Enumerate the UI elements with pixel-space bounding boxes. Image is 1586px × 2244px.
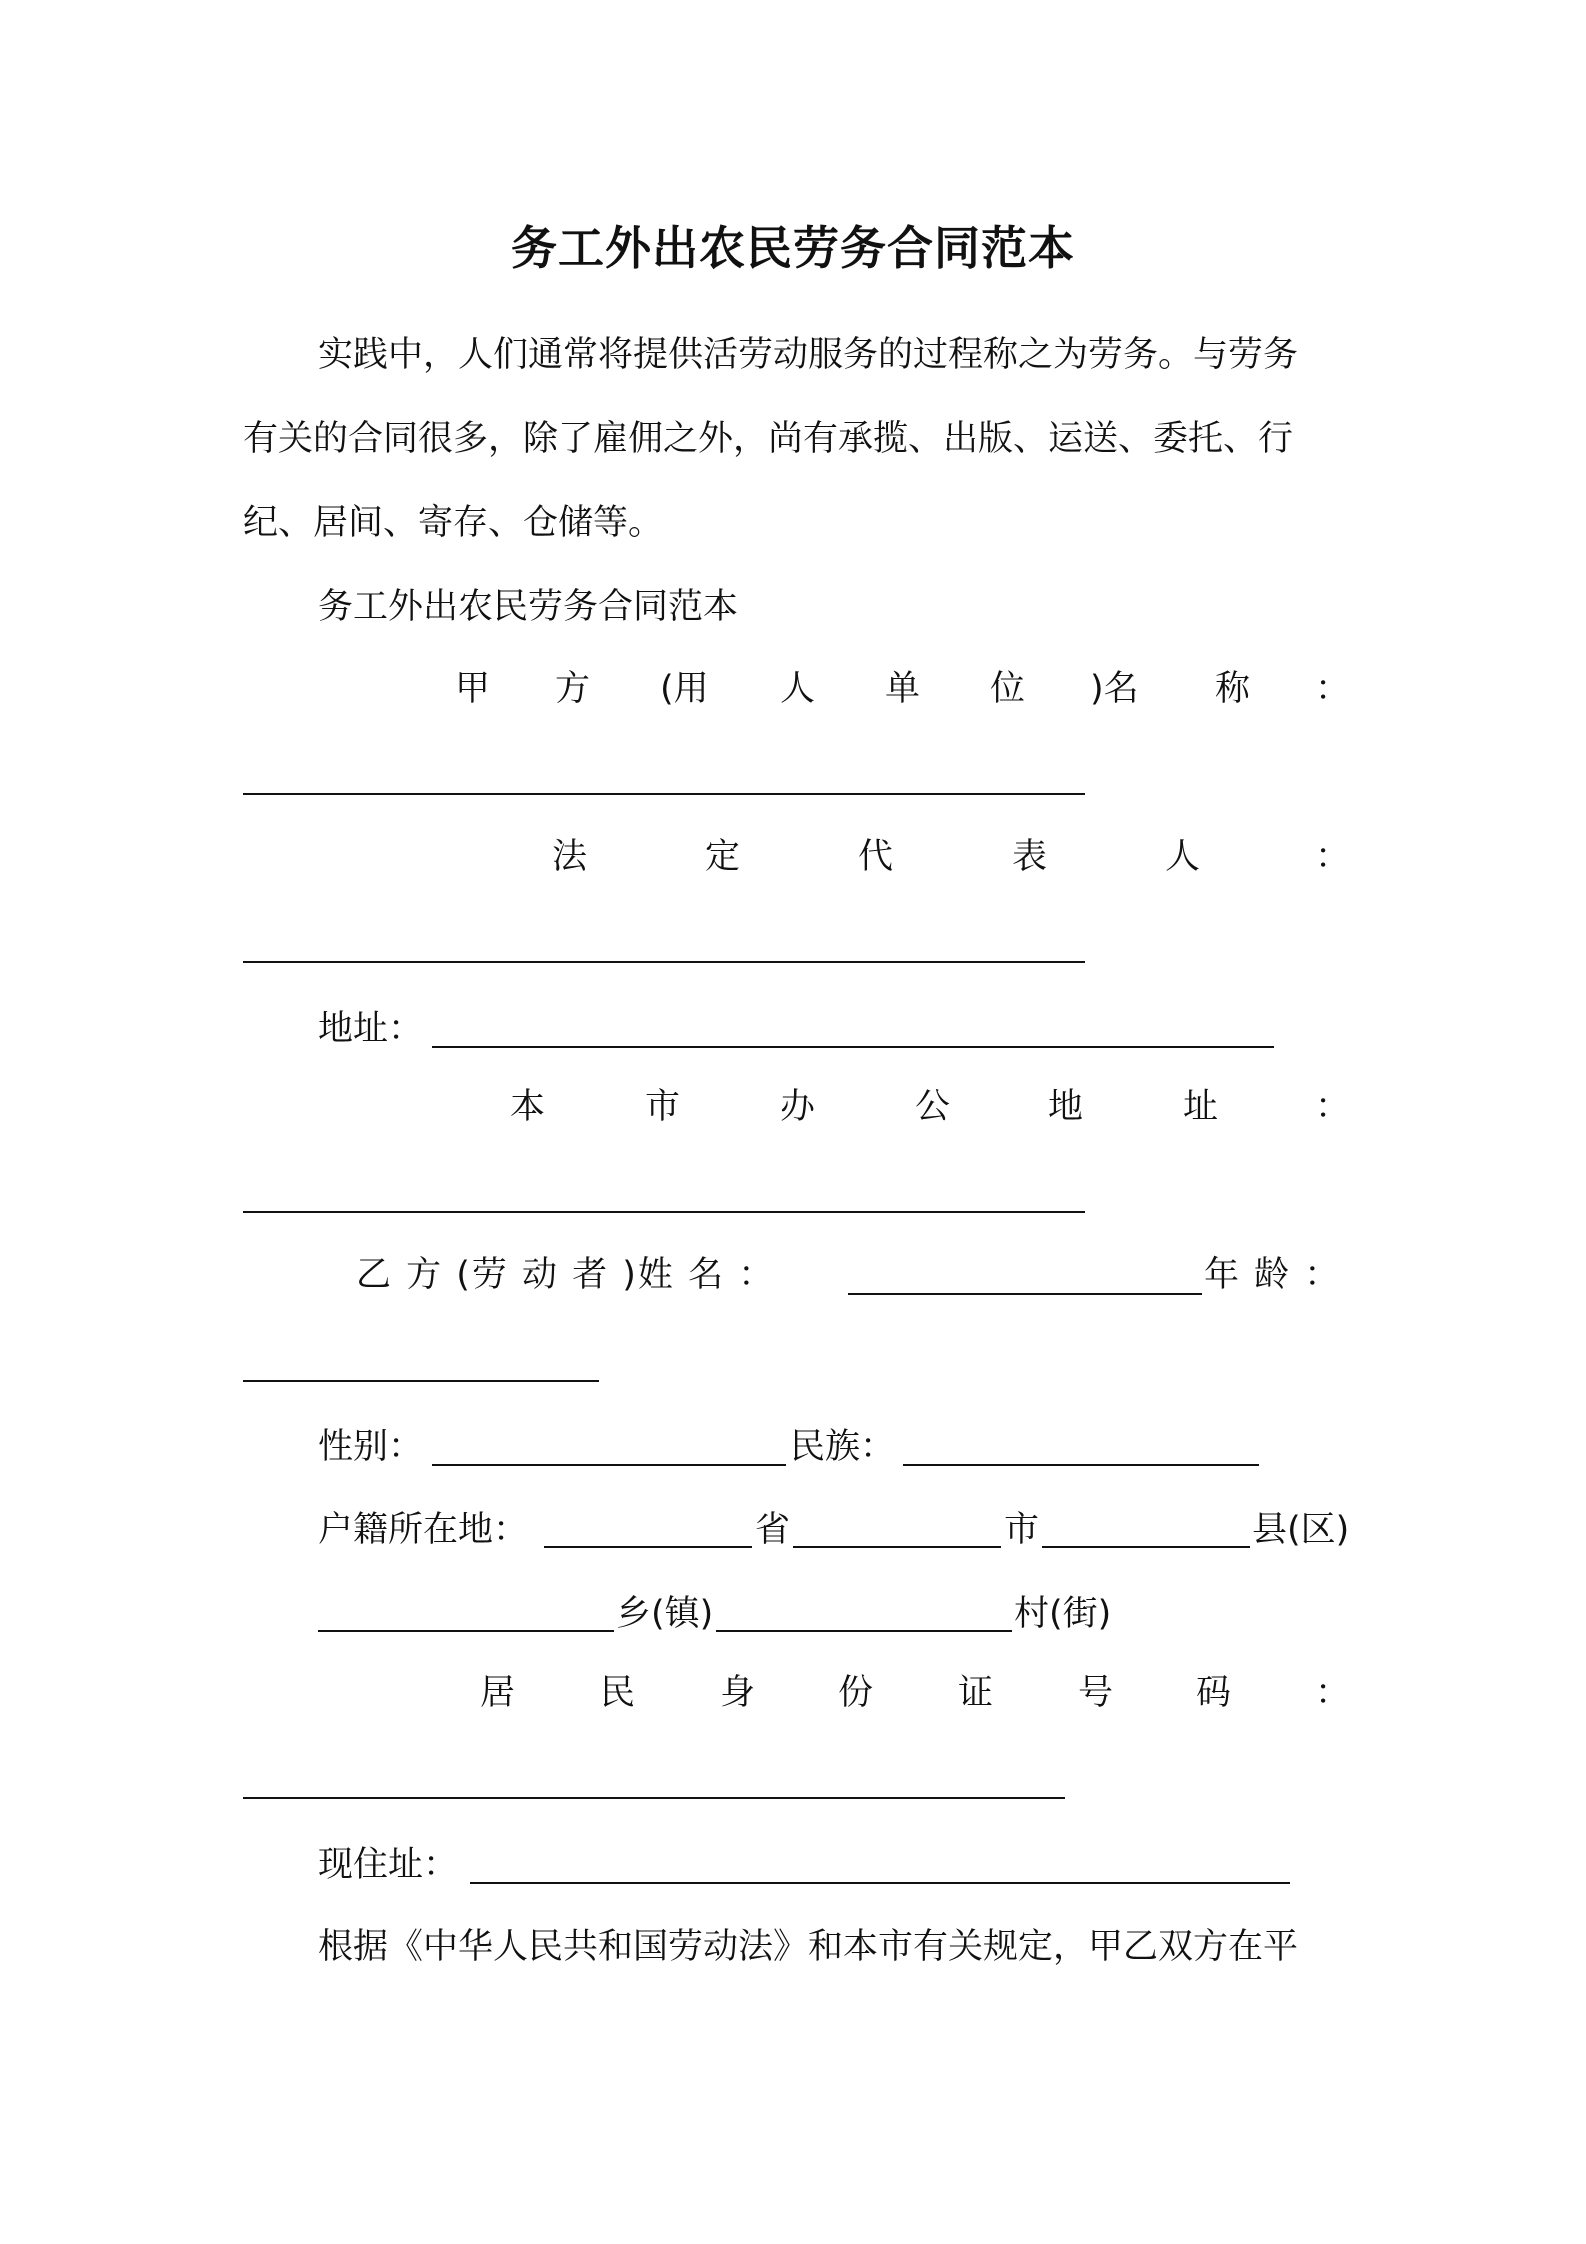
household-city-blank[interactable] — [793, 1546, 1001, 1548]
party-a-office-label — [240, 1082, 1351, 1132]
party-b-id-label — [240, 1668, 1351, 1718]
basis-line: 根据《中华人民共和国劳动法》和本市有关规定，甲乙双方在平 — [318, 1927, 1299, 1967]
party-b-name-blank[interactable] — [848, 1293, 1202, 1295]
household-city-text: 市 — [1004, 1510, 1040, 1550]
char: 人 — [780, 669, 816, 709]
household-township-blank[interactable] — [318, 1630, 614, 1632]
household-county-blank[interactable] — [1042, 1546, 1250, 1548]
intro-line-2: 有关的合同很多，除了雇佣之外，尚有承揽、出版、运送、委托、行 — [243, 419, 1294, 459]
char: ： — [1315, 669, 1351, 709]
household-township-text: 乡(镇) — [616, 1594, 714, 1634]
party-b-gender-label: 性别： — [318, 1427, 424, 1467]
char: 本 — [510, 1087, 546, 1127]
char: 定 — [705, 837, 741, 877]
subtitle: 务工外出农民劳务合同范本 — [318, 587, 739, 627]
party-b-household-label: 户籍所在地： — [318, 1510, 529, 1550]
party-b-name-label: 乙 方 (劳 动 者 )姓 名 ： — [356, 1255, 776, 1295]
char: 份 — [838, 1673, 874, 1713]
char: 表 — [1012, 837, 1048, 877]
char: ： — [1315, 1087, 1351, 1127]
intro-line-3: 纪、居间、寄存、仓储等。 — [243, 503, 664, 543]
char: ： — [1315, 1673, 1351, 1713]
party-b-current-address-label: 现住址： — [318, 1845, 459, 1885]
party-a-office-blank[interactable] — [243, 1211, 1085, 1213]
household-province-blank[interactable] — [544, 1546, 752, 1548]
party-b-current-address-blank[interactable] — [470, 1882, 1290, 1884]
char: 方 — [555, 669, 591, 709]
party-a-name-blank[interactable] — [243, 793, 1085, 795]
party-b-id-blank[interactable] — [243, 1797, 1065, 1799]
char: 代 — [858, 837, 894, 877]
party-b-ethnic-blank[interactable] — [903, 1464, 1259, 1466]
char: 位 — [990, 669, 1026, 709]
char: 市 — [645, 1087, 681, 1127]
intro-line-1: 实践中，人们通常将提供活劳动服务的过程称之为劳务。与劳务 — [318, 335, 1299, 375]
party-a-rep-blank[interactable] — [243, 961, 1085, 963]
party-a-name-label — [240, 664, 1351, 714]
household-village-text: 村(街) — [1014, 1594, 1112, 1634]
char: 人 — [1165, 837, 1201, 877]
party-a-rep-label — [240, 832, 1351, 882]
household-province-text: 省 — [755, 1510, 791, 1550]
party-a-address-label: 地址： — [318, 1009, 424, 1049]
party-b-age-blank[interactable] — [243, 1380, 599, 1382]
char: 居 — [480, 1673, 516, 1713]
char: )名 — [1090, 669, 1139, 709]
party-b-ethnic-label: 民族： — [790, 1427, 896, 1467]
household-village-blank[interactable] — [716, 1630, 1012, 1632]
char: 单 — [885, 669, 921, 709]
char: (用 — [660, 669, 709, 709]
char: 址 — [1183, 1087, 1219, 1127]
char: 法 — [552, 837, 588, 877]
char: 号 — [1078, 1673, 1114, 1713]
char: 地 — [1048, 1087, 1084, 1127]
char: 民 — [600, 1673, 636, 1713]
party-b-age-label: 年 龄 ： — [1204, 1255, 1342, 1295]
char: 证 — [958, 1673, 994, 1713]
char: 公 — [915, 1087, 951, 1127]
party-a-address-blank[interactable] — [432, 1046, 1274, 1048]
char: 称 — [1215, 669, 1251, 709]
char: 身 — [720, 1673, 756, 1713]
char: 码 — [1196, 1673, 1232, 1713]
household-county-text: 县(区) — [1252, 1510, 1350, 1550]
party-b-gender-blank[interactable] — [432, 1464, 786, 1466]
char: 甲 — [455, 669, 491, 709]
char: 办 — [780, 1087, 816, 1127]
document-title: 务工外出农民劳务合同范本 — [511, 221, 1075, 275]
char: ： — [1315, 837, 1351, 877]
